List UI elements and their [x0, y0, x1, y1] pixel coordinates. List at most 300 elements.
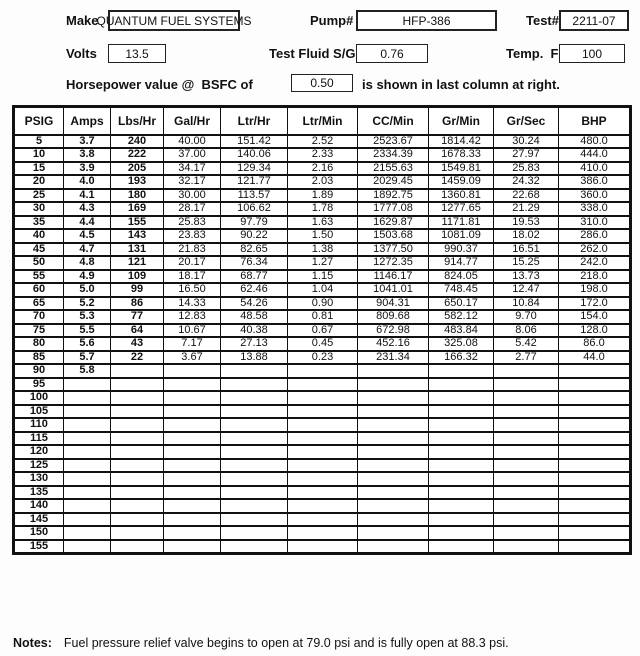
table-cell: 2334.39: [358, 148, 429, 162]
column-header: Amps: [64, 107, 111, 135]
table-cell: 310.0: [559, 216, 631, 230]
table-cell: [111, 513, 164, 527]
table-cell: 672.98: [358, 324, 429, 338]
bsfc-suffix-label: is shown in last column at right.: [362, 77, 560, 92]
table-cell: [164, 405, 221, 419]
table-cell: 155: [111, 216, 164, 230]
table-cell: [494, 459, 559, 473]
table-cell: 1892.75: [358, 189, 429, 203]
table-cell: 0.23: [288, 351, 358, 365]
table-cell: [288, 405, 358, 419]
table-cell: 50: [14, 256, 64, 270]
table-cell: 18.17: [164, 270, 221, 284]
table-cell: [358, 445, 429, 459]
table-cell: [64, 526, 111, 540]
table-row: [14, 540, 631, 554]
table-cell: 32.17: [164, 175, 221, 189]
table-cell: 1629.87: [358, 216, 429, 230]
table-cell: 130: [14, 472, 64, 486]
table-cell: [288, 418, 358, 432]
table-cell: [494, 405, 559, 419]
table-cell: 82.65: [221, 243, 288, 257]
table-cell: [429, 513, 494, 527]
table-cell: [64, 391, 111, 405]
table-cell: 1549.81: [429, 162, 494, 176]
table-cell: 2.33: [288, 148, 358, 162]
table-cell: [494, 445, 559, 459]
table-cell: [111, 405, 164, 419]
table-cell: 410.0: [559, 162, 631, 176]
table-cell: 30.00: [164, 189, 221, 203]
table-cell: 325.08: [429, 337, 494, 351]
table-row: [14, 499, 631, 513]
table-cell: [221, 364, 288, 378]
table-row: [14, 378, 631, 392]
table-cell: 809.68: [358, 310, 429, 324]
table-cell: 34.17: [164, 162, 221, 176]
table-cell: 2.03: [288, 175, 358, 189]
table-cell: [164, 513, 221, 527]
table-cell: 198.0: [559, 283, 631, 297]
make-field[interactable]: QUANTUM FUEL SYSTEMS: [108, 10, 240, 31]
table-cell: [429, 418, 494, 432]
table-cell: 143: [111, 229, 164, 243]
table-cell: [111, 472, 164, 486]
table-cell: 115: [14, 432, 64, 446]
table-cell: [111, 445, 164, 459]
column-header: Ltr/Min: [288, 107, 358, 135]
table-cell: [494, 432, 559, 446]
table-cell: 0.45: [288, 337, 358, 351]
table-cell: [288, 432, 358, 446]
table-cell: [64, 445, 111, 459]
table-cell: [221, 391, 288, 405]
table-cell: 60: [14, 283, 64, 297]
table-cell: 748.45: [429, 283, 494, 297]
pump-flow-table: [12, 105, 632, 555]
table-cell: [559, 364, 631, 378]
table-cell: [111, 459, 164, 473]
table-cell: 75: [14, 324, 64, 338]
table-cell: [221, 513, 288, 527]
table-cell: 582.12: [429, 310, 494, 324]
table-cell: [494, 418, 559, 432]
table-cell: 4.4: [64, 216, 111, 230]
table-cell: 1814.42: [429, 135, 494, 149]
psig-table-body: [14, 135, 631, 554]
table-cell: 145: [14, 513, 64, 527]
table-cell: [164, 486, 221, 500]
table-cell: [559, 432, 631, 446]
table-cell: 16.51: [494, 243, 559, 257]
table-cell: 25.83: [164, 216, 221, 230]
table-row: [14, 243, 631, 257]
table-row: [14, 418, 631, 432]
table-row: [14, 310, 631, 324]
table-cell: [358, 499, 429, 513]
table-cell: 28.17: [164, 202, 221, 216]
table-cell: 480.0: [559, 135, 631, 149]
table-cell: [164, 432, 221, 446]
column-header: Ltr/Hr: [221, 107, 288, 135]
table-cell: 5.6: [64, 337, 111, 351]
table-cell: [164, 445, 221, 459]
table-cell: [494, 364, 559, 378]
table-cell: [494, 540, 559, 554]
table-cell: 48.58: [221, 310, 288, 324]
table-cell: [559, 445, 631, 459]
table-cell: 242.0: [559, 256, 631, 270]
table-cell: [429, 499, 494, 513]
table-cell: [429, 432, 494, 446]
table-cell: [358, 486, 429, 500]
table-cell: [221, 418, 288, 432]
column-header: CC/Min: [358, 107, 429, 135]
table-cell: 3.7: [64, 135, 111, 149]
table-cell: 154.0: [559, 310, 631, 324]
table-cell: [288, 540, 358, 554]
table-cell: 15: [14, 162, 64, 176]
table-cell: [221, 405, 288, 419]
test-fluid-sg-label: Test Fluid S/G: [269, 46, 356, 61]
table-cell: 24.32: [494, 175, 559, 189]
table-cell: 1.78: [288, 202, 358, 216]
table-cell: [429, 540, 494, 554]
table-cell: 95: [14, 378, 64, 392]
table-cell: [429, 486, 494, 500]
table-row: [14, 148, 631, 162]
table-cell: 4.5: [64, 229, 111, 243]
table-row: [14, 256, 631, 270]
table-cell: 140.06: [221, 148, 288, 162]
table-cell: 100: [14, 391, 64, 405]
table-cell: 1277.65: [429, 202, 494, 216]
table-cell: 70: [14, 310, 64, 324]
table-cell: 55: [14, 270, 64, 284]
column-header: Lbs/Hr: [111, 107, 164, 135]
table-cell: 14.33: [164, 297, 221, 311]
table-cell: [494, 472, 559, 486]
table-cell: [559, 499, 631, 513]
table-cell: [164, 540, 221, 554]
table-cell: [559, 459, 631, 473]
table-cell: 1377.50: [358, 243, 429, 257]
table-cell: 106.62: [221, 202, 288, 216]
table-cell: 5.5: [64, 324, 111, 338]
table-cell: 483.84: [429, 324, 494, 338]
table-cell: 23.83: [164, 229, 221, 243]
make-label: Make: [66, 13, 99, 28]
table-cell: [111, 499, 164, 513]
test-number-label: Test#: [526, 13, 559, 28]
table-row: [14, 432, 631, 446]
table-cell: [429, 405, 494, 419]
column-header: Gr/Sec: [494, 107, 559, 135]
table-cell: 2155.63: [358, 162, 429, 176]
table-cell: 650.17: [429, 297, 494, 311]
table-cell: [358, 378, 429, 392]
table-cell: 1081.09: [429, 229, 494, 243]
table-cell: 1.38: [288, 243, 358, 257]
table-cell: 125: [14, 459, 64, 473]
table-row: [14, 283, 631, 297]
pump-number-label: Pump#: [310, 13, 354, 28]
table-cell: 20: [14, 175, 64, 189]
table-cell: 338.0: [559, 202, 631, 216]
table-cell: [221, 472, 288, 486]
table-cell: [429, 472, 494, 486]
volts-field[interactable]: 13.5: [108, 44, 166, 63]
table-cell: [358, 391, 429, 405]
table-cell: 4.0: [64, 175, 111, 189]
table-cell: [358, 540, 429, 554]
table-cell: [221, 459, 288, 473]
table-cell: 7.17: [164, 337, 221, 351]
table-cell: 8.06: [494, 324, 559, 338]
volts-label: Volts: [66, 46, 97, 61]
table-cell: [358, 526, 429, 540]
table-cell: 1272.35: [358, 256, 429, 270]
table-cell: 904.31: [358, 297, 429, 311]
table-cell: [164, 459, 221, 473]
table-cell: 914.77: [429, 256, 494, 270]
table-row: [14, 445, 631, 459]
table-cell: 19.53: [494, 216, 559, 230]
table-cell: [559, 540, 631, 554]
table-cell: 27.97: [494, 148, 559, 162]
table-cell: 193: [111, 175, 164, 189]
table-cell: 40.38: [221, 324, 288, 338]
table-cell: [164, 472, 221, 486]
table-cell: [111, 391, 164, 405]
table-row: [14, 162, 631, 176]
table-cell: 35: [14, 216, 64, 230]
table-cell: [559, 405, 631, 419]
column-header: Gal/Hr: [164, 107, 221, 135]
table-cell: [221, 499, 288, 513]
notes-text: Fuel pressure relief valve begins to open at 79.0 psi and is fully open at 88.3 psi.: [63, 636, 509, 650]
table-cell: 5.8: [64, 364, 111, 378]
table-cell: 205: [111, 162, 164, 176]
table-cell: 22: [111, 351, 164, 365]
table-cell: 129.34: [221, 162, 288, 176]
table-cell: [64, 513, 111, 527]
table-row: [14, 189, 631, 203]
table-cell: 15.25: [494, 256, 559, 270]
table-cell: [358, 432, 429, 446]
table-cell: 1678.33: [429, 148, 494, 162]
table-cell: 180: [111, 189, 164, 203]
table-cell: 9.70: [494, 310, 559, 324]
table-cell: 1.89: [288, 189, 358, 203]
table-cell: 3.8: [64, 148, 111, 162]
table-row: [14, 513, 631, 527]
table-cell: 25.83: [494, 162, 559, 176]
table-cell: 110: [14, 418, 64, 432]
temp-f-field[interactable]: 100: [559, 44, 625, 63]
table-cell: 13.88: [221, 351, 288, 365]
table-cell: [164, 418, 221, 432]
table-cell: [64, 459, 111, 473]
table-cell: 240: [111, 135, 164, 149]
table-cell: 2029.45: [358, 175, 429, 189]
table-cell: [221, 526, 288, 540]
table-cell: 1.04: [288, 283, 358, 297]
table-cell: [221, 540, 288, 554]
table-cell: 1041.01: [358, 283, 429, 297]
table-cell: [559, 378, 631, 392]
table-cell: [494, 499, 559, 513]
table-cell: [429, 526, 494, 540]
table-cell: [429, 459, 494, 473]
table-cell: 1.63: [288, 216, 358, 230]
table-cell: [494, 391, 559, 405]
table-cell: 4.1: [64, 189, 111, 203]
table-cell: [559, 486, 631, 500]
column-header: Gr/Min: [429, 107, 494, 135]
table-cell: 4.9: [64, 270, 111, 284]
table-cell: 77: [111, 310, 164, 324]
table-cell: [358, 405, 429, 419]
table-cell: [64, 405, 111, 419]
table-cell: [494, 486, 559, 500]
table-cell: [221, 486, 288, 500]
table-row: [14, 202, 631, 216]
table-cell: [288, 459, 358, 473]
table-cell: 86.0: [559, 337, 631, 351]
table-cell: 25: [14, 189, 64, 203]
table-cell: 444.0: [559, 148, 631, 162]
table-cell: [64, 378, 111, 392]
table-row: [14, 135, 631, 149]
table-cell: [429, 364, 494, 378]
table-row: [14, 405, 631, 419]
test-number-field[interactable]: 2211-07: [559, 10, 629, 31]
table-cell: 4.3: [64, 202, 111, 216]
table-cell: 40.00: [164, 135, 221, 149]
table-cell: 64: [111, 324, 164, 338]
pump-number-field[interactable]: HFP-386: [356, 10, 497, 31]
table-cell: 90.22: [221, 229, 288, 243]
table-cell: [358, 459, 429, 473]
table-cell: 5.42: [494, 337, 559, 351]
table-cell: 0.90: [288, 297, 358, 311]
table-cell: [111, 540, 164, 554]
table-cell: [559, 418, 631, 432]
table-cell: 62.46: [221, 283, 288, 297]
table-cell: 131: [111, 243, 164, 257]
table-cell: 45: [14, 243, 64, 257]
table-cell: [288, 499, 358, 513]
table-cell: 43: [111, 337, 164, 351]
table-row: [14, 459, 631, 473]
table-cell: [164, 526, 221, 540]
table-cell: 155: [14, 540, 64, 554]
table-cell: [111, 526, 164, 540]
table-cell: 54.26: [221, 297, 288, 311]
table-cell: 5.0: [64, 283, 111, 297]
table-cell: [221, 445, 288, 459]
table-cell: 18.02: [494, 229, 559, 243]
table-cell: 3.9: [64, 162, 111, 176]
table-cell: 218.0: [559, 270, 631, 284]
table-cell: 120: [14, 445, 64, 459]
table-cell: [64, 418, 111, 432]
table-cell: 222: [111, 148, 164, 162]
table-cell: 10.67: [164, 324, 221, 338]
table-cell: [288, 486, 358, 500]
table-cell: 12.83: [164, 310, 221, 324]
table-cell: [64, 540, 111, 554]
table-cell: [164, 364, 221, 378]
bsfc-prefix-label: Horsepower value @ BSFC of: [66, 77, 253, 92]
table-row: [14, 337, 631, 351]
table-cell: 128.0: [559, 324, 631, 338]
table-cell: 65: [14, 297, 64, 311]
table-row: [14, 351, 631, 365]
table-cell: 1.27: [288, 256, 358, 270]
table-cell: [559, 513, 631, 527]
table-row: [14, 216, 631, 230]
table-cell: 166.32: [429, 351, 494, 365]
table-cell: [288, 526, 358, 540]
table-row: [14, 526, 631, 540]
table-cell: 2.16: [288, 162, 358, 176]
table-row: [14, 486, 631, 500]
bsfc-field[interactable]: 0.50: [291, 74, 353, 92]
table-cell: [164, 391, 221, 405]
table-cell: [494, 526, 559, 540]
table-cell: 1146.17: [358, 270, 429, 284]
table-cell: [164, 499, 221, 513]
table-cell: 1171.81: [429, 216, 494, 230]
table-cell: [111, 378, 164, 392]
table-cell: [358, 472, 429, 486]
table-row: [14, 270, 631, 284]
table-cell: 1459.09: [429, 175, 494, 189]
table-row: [14, 324, 631, 338]
table-cell: 80: [14, 337, 64, 351]
table-cell: 21.83: [164, 243, 221, 257]
test-fluid-sg-field[interactable]: 0.76: [356, 44, 428, 63]
table-cell: 97.79: [221, 216, 288, 230]
table-cell: 13.73: [494, 270, 559, 284]
table-cell: 2.77: [494, 351, 559, 365]
table-cell: 68.77: [221, 270, 288, 284]
table-cell: 105: [14, 405, 64, 419]
table-cell: 22.68: [494, 189, 559, 203]
table-cell: 151.42: [221, 135, 288, 149]
table-cell: [429, 445, 494, 459]
table-row: [14, 472, 631, 486]
table-cell: 5: [14, 135, 64, 149]
table-row: [14, 175, 631, 189]
table-cell: 140: [14, 499, 64, 513]
table-cell: 231.34: [358, 351, 429, 365]
notes-label: Notes:: [13, 636, 52, 650]
table-cell: 12.47: [494, 283, 559, 297]
table-row: [14, 391, 631, 405]
table-cell: 113.57: [221, 189, 288, 203]
table-cell: 0.67: [288, 324, 358, 338]
table-cell: 86: [111, 297, 164, 311]
table-cell: 5.3: [64, 310, 111, 324]
table-cell: [64, 499, 111, 513]
table-cell: 4.7: [64, 243, 111, 257]
table-cell: [164, 378, 221, 392]
table-cell: 40: [14, 229, 64, 243]
table-cell: 1.15: [288, 270, 358, 284]
